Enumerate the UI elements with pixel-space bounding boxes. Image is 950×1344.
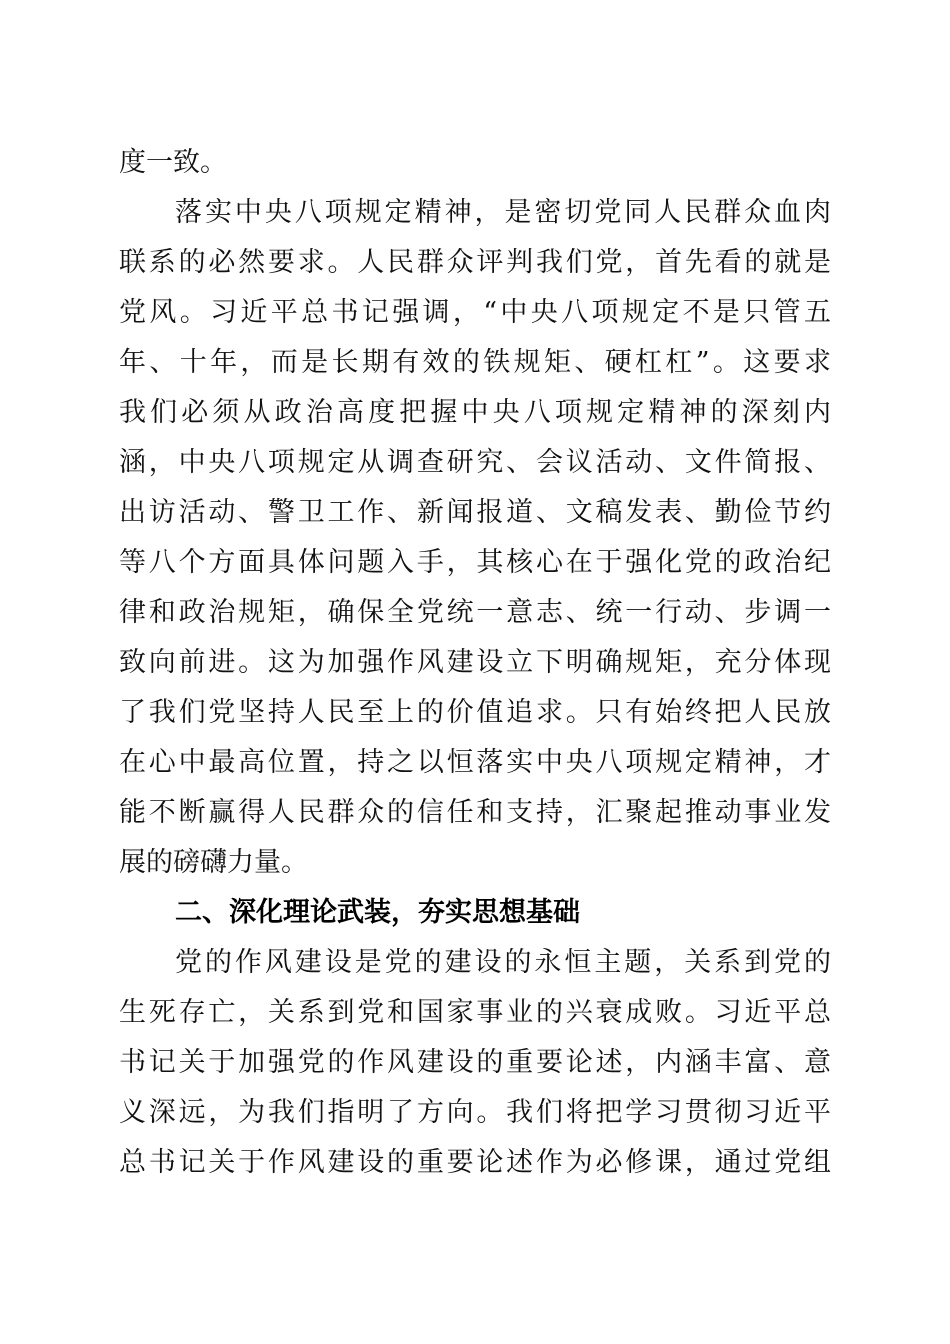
paragraph-1-line-14: 展的磅礴力量。 xyxy=(119,847,308,878)
paragraph-1-line-2: 联系的必然要求。人民群众评判我们党，首先看的就是 xyxy=(119,247,831,278)
section-heading: 二、深化理论武装，夯实思想基础 xyxy=(175,897,580,928)
paragraph-2-line-1: 党的作风建设是党的建设的永恒主题，关系到党的 xyxy=(175,947,831,978)
paragraph-1-line-8: 等八个方面具体问题入手，其核心在于强化党的政治纪 xyxy=(119,547,831,578)
paragraph-2-line-5: 总书记关于作风建设的重要论述作为必修课，通过党组 xyxy=(119,1147,831,1178)
paragraph-1-line-7: 出访活动、警卫工作、新闻报道、文稿发表、勤俭节约 xyxy=(119,497,831,528)
continuation-line: 度一致。 xyxy=(119,147,227,178)
paragraph-1-line-12: 在心中最高位置，持之以恒落实中央八项规定精神，才 xyxy=(119,747,831,778)
paragraph-2-line-3: 书记关于加强党的作风建设的重要论述，内涵丰富、意 xyxy=(119,1047,831,1078)
paragraph-1-line-5: 我们必须从政治高度把握中央八项规定精神的深刻内 xyxy=(119,397,831,428)
paragraph-1-line-9: 律和政治规矩，确保全党统一意志、统一行动、步调一 xyxy=(119,597,831,628)
paragraph-1-line-11: 了我们党坚持人民至上的价值追求。只有始终把人民放 xyxy=(119,697,831,728)
paragraph-1-line-13: 能不断赢得人民群众的信任和支持，汇聚起推动事业发 xyxy=(119,797,831,828)
paragraph-2-line-4: 义深远，为我们指明了方向。我们将把学习贯彻习近平 xyxy=(119,1097,831,1128)
paragraph-1-line-10: 致向前进。这为加强作风建设立下明确规矩，充分体现 xyxy=(119,647,831,678)
paragraph-1-line-6: 涵，中央八项规定从调查研究、会议活动、文件简报、 xyxy=(119,447,831,478)
paragraph-2-line-2: 生死存亡，关系到党和国家事业的兴衰成败。习近平总 xyxy=(119,997,831,1028)
paragraph-1-line-4: 年、十年，而是长期有效的铁规矩、硬杠杠”。这要求 xyxy=(119,347,831,378)
paragraph-1-line-3: 党风。习近平总书记强调，“中央八项规定不是只管五 xyxy=(119,297,831,328)
paragraph-1-line-1: 落实中央八项规定精神，是密切党同人民群众血肉 xyxy=(175,197,831,228)
